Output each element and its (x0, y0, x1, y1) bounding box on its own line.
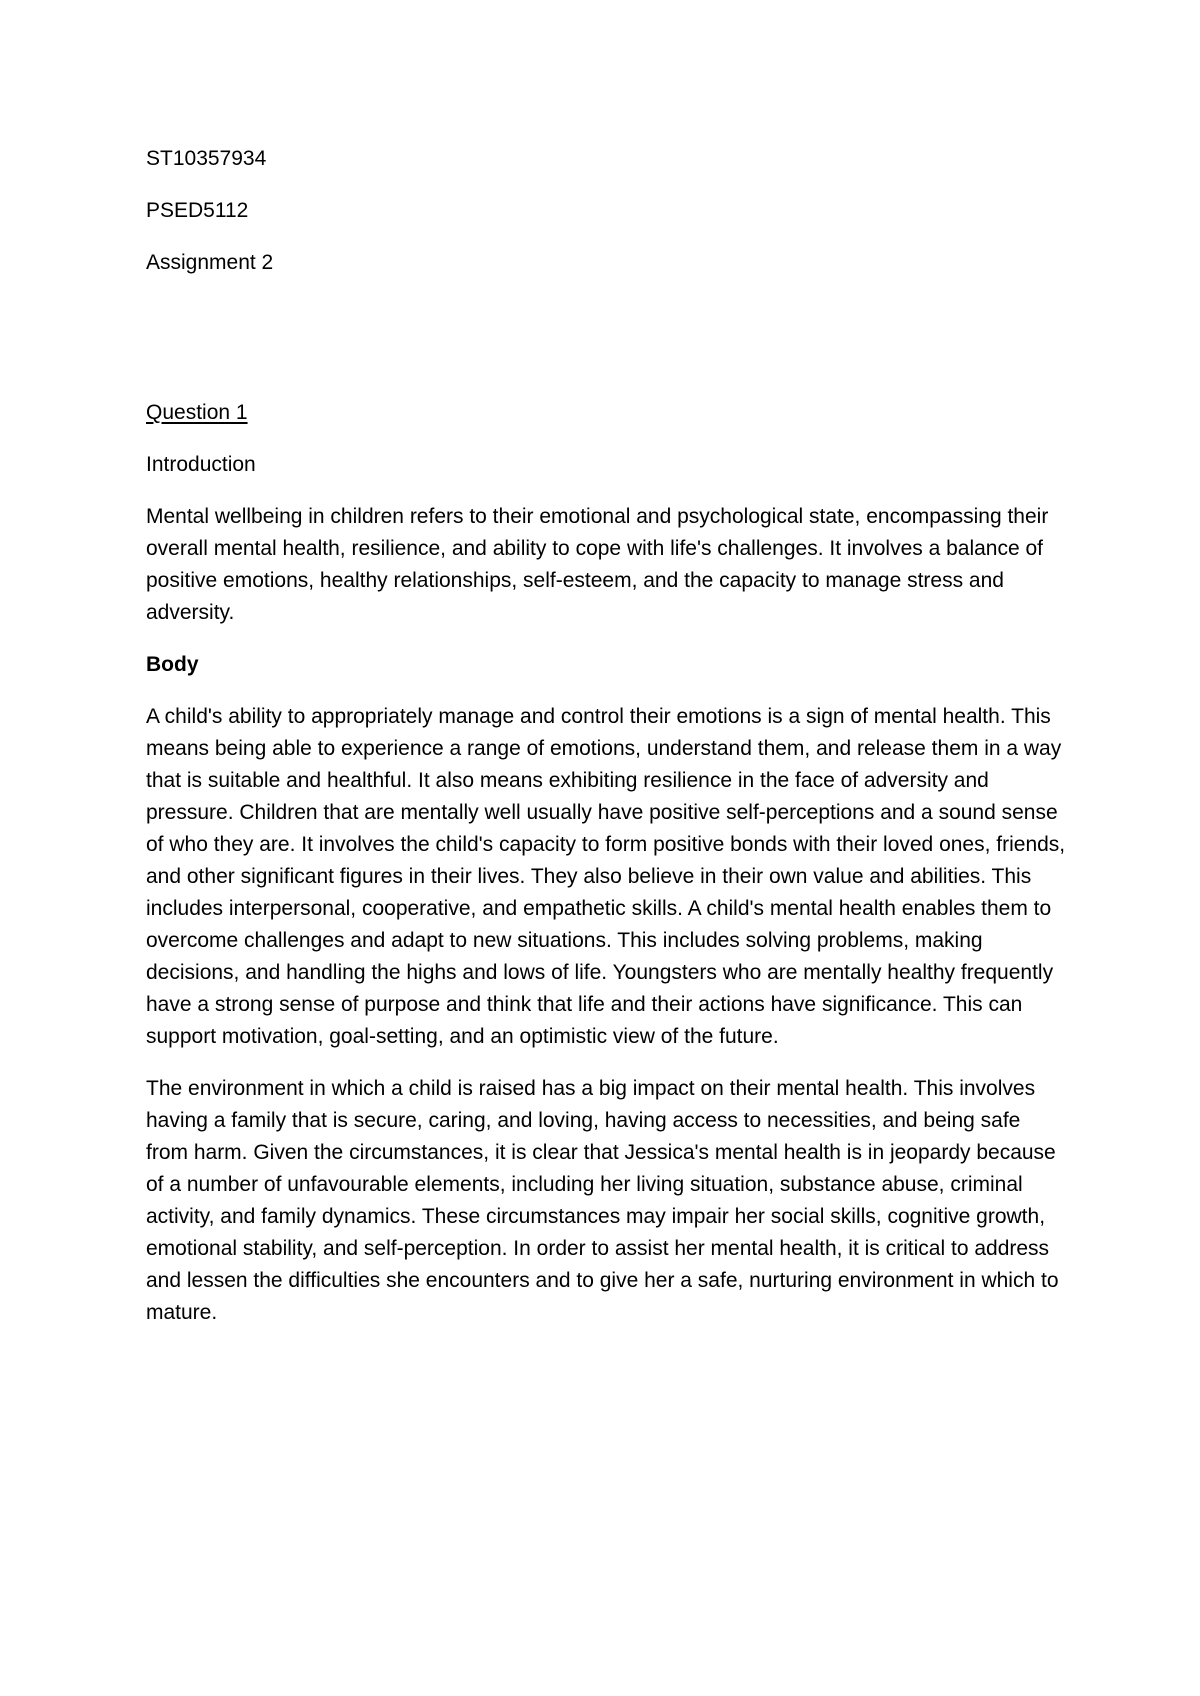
body-heading: Body (146, 653, 199, 676)
question-title: Question 1 (146, 401, 248, 424)
student-number: ST10357934 (146, 147, 267, 170)
introduction-paragraph: Mental wellbeing in children refers to their emotional and psychological state, encompassing their overall mental health, resilience, and ability to cope with life's challenges. It involves a balance of positive emotions, healthy relationships, self-esteem, and the capacity to manage stress and adversity. (146, 505, 1049, 624)
document-content (146, 143, 1066, 1349)
assignment-label: Assignment 2 (146, 251, 274, 274)
body-paragraph: A child's ability to appropriately manage and control their emotions is a sign of mental health. This means being able to experience a range of emotions, understand them, and release them in a way that is suitable and healthful. It also means exhibiting resilience in the face of adversity and pressure. Children that are mentally well usually have positive self-perceptions and a sound sense of who they are. It involves the child's capacity to form positive bonds with their loved ones, friends, and other significant figures in their lives. They also believe in their own value and abilities. This includes interpersonal, cooperative, and empathetic skills. A child's mental health enables them to overcome challenges and adapt to new situations. This includes solving problems, making decisions, and handling the highs and lows of life. Youngsters who are mentally healthy frequently have a strong sense of purpose and think that life and their actions have significance. This can support motivation, goal-setting, and an optimistic view of the future. (146, 705, 1066, 1048)
introduction-heading: Introduction (146, 453, 256, 476)
module-code: PSED5112 (146, 199, 249, 222)
body-paragraph: The environment in which a child is raised has a big impact on their mental health. This involves having a family that is secure, caring, and loving, having access to necessities, and being safe from harm. Given the circumstances, it is clear that Jessica's mental health is in jeopardy because of a number of unfavourable elements, including her living situation, substance abuse, criminal activity, and family dynamics. These circumstances may impair her social skills, cognitive growth, emotional stability, and self-perception. In order to assist her mental health, it is critical to address and lessen the difficulties she encounters and to give her a safe, nurturing environment in which to mature. (146, 1077, 1059, 1324)
